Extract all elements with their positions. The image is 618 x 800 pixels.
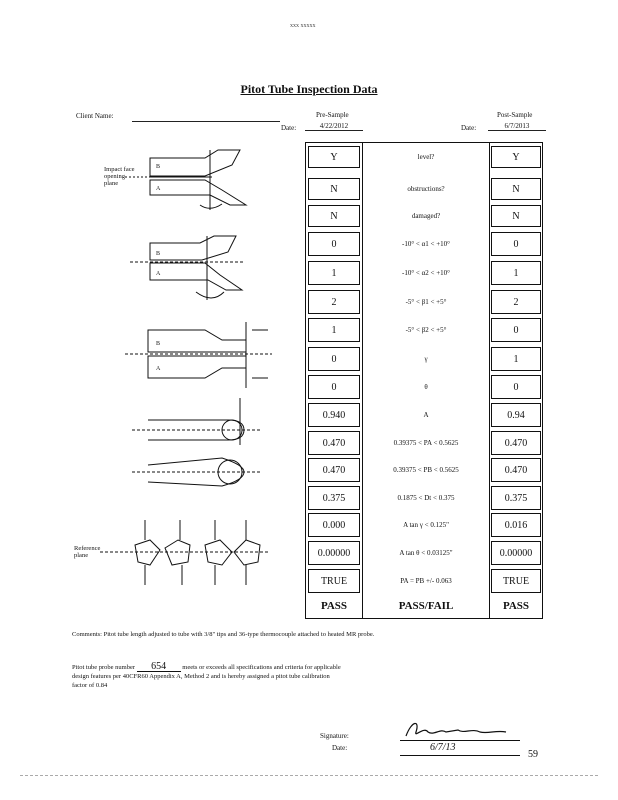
- criterion-label: A: [423, 411, 429, 419]
- pre-value[interactable]: 0.940: [308, 403, 360, 427]
- diagram-theta: [132, 458, 262, 486]
- criterion-label: -10° < α2 < +10°: [402, 269, 450, 277]
- criterion-label: -10° < α1 < +10°: [402, 240, 450, 248]
- post-value[interactable]: 0.375: [491, 486, 541, 510]
- signature-date: 6/7/13: [430, 742, 456, 753]
- pre-value[interactable]: 0.00000: [308, 541, 360, 565]
- criterion-label: 0.1875 < Dt < 0.375: [397, 494, 455, 502]
- post-value[interactable]: 1: [491, 347, 541, 371]
- pre-value[interactable]: 0.470: [308, 458, 360, 482]
- post-value[interactable]: 0: [491, 318, 541, 342]
- impact-face-label: Impact face opening plane: [104, 166, 135, 187]
- pre-value[interactable]: 0.470: [308, 431, 360, 455]
- pre-value[interactable]: N: [308, 178, 360, 200]
- date-label: Date:: [332, 744, 348, 752]
- criterion-label: PASS/FAIL: [398, 600, 454, 612]
- pre-value[interactable]: 1: [308, 261, 360, 285]
- cert-line1-rest: meets or exceeds all specifications and criteria for applicable: [182, 664, 341, 671]
- post-value[interactable]: PASS: [491, 597, 541, 615]
- pre-sample-label: Pre-Sample: [316, 111, 349, 119]
- post-date-label: Date:: [461, 124, 477, 132]
- pre-value[interactable]: 0: [308, 347, 360, 371]
- post-value[interactable]: 0.470: [491, 458, 541, 482]
- pre-date-label: Date:: [281, 124, 297, 132]
- reference-plane-label: Reference plane: [74, 545, 101, 559]
- signature-line: [400, 740, 520, 741]
- diagram-level: [125, 150, 246, 210]
- criterion-label: -5° < β1 < +5°: [405, 298, 447, 306]
- post-sample-label: Post-Sample: [497, 111, 533, 119]
- page-number: 59: [528, 749, 538, 760]
- cert-line2: design features per 40CFR60 Appendix A, Method 2 and is hereby assigned a pitot tube calibration: [72, 673, 330, 680]
- post-value[interactable]: 0.94: [491, 403, 541, 427]
- criterion-label: obstructions?: [407, 185, 445, 193]
- page-title: Pitot Tube Inspection Data: [240, 82, 378, 96]
- comments-label: Comments:: [72, 631, 102, 638]
- pre-value[interactable]: 0: [308, 375, 360, 399]
- post-value[interactable]: TRUE: [491, 569, 541, 593]
- signature-mark: [400, 718, 520, 740]
- post-value[interactable]: N: [491, 205, 541, 227]
- svg-text:A: A: [156, 186, 161, 192]
- diagram-gamma: [132, 398, 260, 445]
- scan-edge: [20, 775, 598, 776]
- post-value[interactable]: 1: [491, 261, 541, 285]
- post-value[interactable]: Y: [491, 146, 541, 168]
- criterion-label: -5° < β2 < +5°: [405, 326, 447, 334]
- post-value[interactable]: 0: [491, 375, 541, 399]
- pre-value[interactable]: N: [308, 205, 360, 227]
- comments-block: [72, 630, 552, 639]
- criterion-label: PA = PB +/- 0.063: [400, 577, 452, 585]
- svg-text:A: A: [156, 271, 161, 277]
- criterion-label: A tan θ < 0.03125": [399, 549, 453, 557]
- svg-text:B: B: [156, 341, 161, 347]
- post-value[interactable]: 0: [491, 232, 541, 256]
- pre-value[interactable]: 0.000: [308, 513, 360, 537]
- header-code: xxx xxxxx: [290, 23, 316, 29]
- post-date-value[interactable]: 6/7/2013: [488, 122, 546, 131]
- table-divider-left: [362, 142, 363, 619]
- probe-number: 654: [137, 662, 181, 672]
- criterion-label: θ: [424, 383, 428, 391]
- criterion-label: level?: [417, 153, 435, 161]
- pre-value[interactable]: PASS: [308, 597, 360, 615]
- svg-text:B: B: [156, 251, 161, 257]
- date-line: [400, 755, 520, 756]
- svg-text:B: B: [156, 164, 161, 170]
- pre-value[interactable]: TRUE: [308, 569, 360, 593]
- post-value[interactable]: 0.00000: [491, 541, 541, 565]
- criterion-label: γ: [424, 355, 428, 363]
- pre-value[interactable]: 0.375: [308, 486, 360, 510]
- post-value[interactable]: 0.470: [491, 431, 541, 455]
- signature-label: Signature:: [320, 732, 349, 740]
- criterion-label: 0.39375 < PA < 0.5625: [393, 439, 459, 447]
- diagram-beta: [125, 322, 272, 388]
- post-value[interactable]: 0.016: [491, 513, 541, 537]
- pre-value[interactable]: 1: [308, 318, 360, 342]
- cert-line3: factor of 0.84: [72, 682, 108, 689]
- post-value[interactable]: N: [491, 178, 541, 200]
- pre-date-value[interactable]: 4/22/2012: [305, 122, 363, 131]
- criterion-label: 0.39375 < PB < 0.5625: [393, 466, 459, 474]
- svg-text:A: A: [156, 366, 161, 372]
- pre-value[interactable]: 2: [308, 290, 360, 314]
- client-name-label: Client Name:: [76, 112, 114, 120]
- criterion-label: damaged?: [411, 212, 441, 220]
- post-value[interactable]: 2: [491, 290, 541, 314]
- comments-text: Pitot tube length adjusted to tube with 3/8" tips and 36-type thermocouple attached to heated MR probe.: [103, 631, 375, 638]
- table-divider-right: [489, 142, 490, 619]
- cert-intro: Pitot tube probe number: [72, 664, 136, 671]
- certification-block: [72, 662, 512, 690]
- diagram-alpha: [130, 236, 245, 300]
- criterion-label: A tan γ < 0.125": [403, 521, 449, 529]
- pre-value[interactable]: Y: [308, 146, 360, 168]
- pre-value[interactable]: 0: [308, 232, 360, 256]
